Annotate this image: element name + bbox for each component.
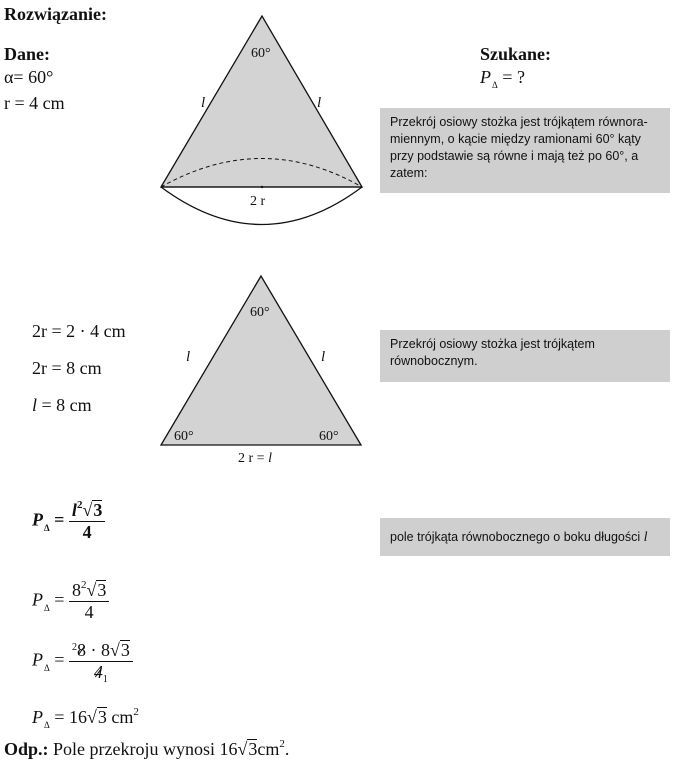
calc-step-3: $P_\Delta = 16√3$ $cm^2$ xyxy=(32,706,139,730)
triangle-side-right: l xyxy=(321,349,326,365)
step1-delta: Δ xyxy=(44,602,50,613)
step2-small-bottom: 1 xyxy=(102,674,108,685)
step1-eq: = xyxy=(54,589,65,610)
calc-step-2 xyxy=(32,640,133,683)
solution-heading: Rozwiązanie: xyxy=(4,4,107,24)
step2-p: P xyxy=(32,649,43,670)
wanted-rest: = ? xyxy=(497,67,525,87)
calc-line-3-rest: = 8 cm xyxy=(37,395,92,415)
answer-end: . xyxy=(284,739,290,759)
step2-small-top: 2 xyxy=(71,642,77,653)
step3-delta: Δ xyxy=(44,720,50,730)
step2-strike-num: 8 xyxy=(76,640,86,660)
formula-num-var: l xyxy=(71,500,77,520)
step3-unit-exp: 2 xyxy=(133,706,139,718)
note-equilateral: Przekrój osiowy stożka jest trójkątem równobocznym. xyxy=(380,330,670,382)
formula-fraction: $\frac{l^2√3}{4}$ xyxy=(69,500,105,543)
triangle-right-angle: 60° xyxy=(319,429,339,444)
formula-num-exp: 2 xyxy=(76,499,83,511)
step3-unit: cm xyxy=(106,707,134,727)
given-title: Dane: xyxy=(4,44,50,64)
step1-base: 8 xyxy=(71,580,81,600)
note-area-var: l xyxy=(643,530,648,545)
step1-fraction: $\frac{8^2√3}{4}$ xyxy=(69,580,109,623)
cone-diagram xyxy=(150,12,380,232)
wanted-delta: Δ xyxy=(492,80,498,90)
triangle-base-prefix: 2 r = xyxy=(238,451,269,466)
formula-eq: = xyxy=(54,509,65,530)
formula-num-rad: 3 xyxy=(93,500,103,520)
formula-den: 4 xyxy=(82,522,92,542)
step3-rad: 3 xyxy=(97,707,107,727)
triangle-apex-label: 60° xyxy=(250,305,270,320)
answer-unit: cm xyxy=(257,739,280,759)
cone-side-left: l xyxy=(201,95,206,111)
triangle-base-label xyxy=(238,451,272,466)
step2-dot: · 8 xyxy=(85,640,110,660)
triangle-shape xyxy=(161,276,361,445)
calc-line-3-var: l xyxy=(32,395,38,415)
step3-p: P xyxy=(32,707,43,727)
triangle-base-var: l xyxy=(268,451,272,466)
step1-exp: 2 xyxy=(80,579,87,591)
step1-p: P xyxy=(32,589,43,610)
step2-fraction: $\frac{^28 \cdot 8√3}{4_1}$ xyxy=(69,640,133,683)
step3-eq: = 16 xyxy=(54,707,87,727)
step2-strike-den: 4 xyxy=(93,662,103,682)
answer-unit-exp: 2 xyxy=(279,738,285,750)
given-alpha: α= 60° xyxy=(4,67,54,87)
triangle-side-left: l xyxy=(186,349,191,365)
cone-side-right: l xyxy=(317,95,322,111)
step1-den: 4 xyxy=(84,602,94,622)
triangle-left-angle: 60° xyxy=(174,429,194,444)
wanted-p: P xyxy=(480,67,491,87)
step2-delta: Δ xyxy=(44,662,50,673)
answer-rad: 3 xyxy=(248,739,258,759)
calc-line-1: 2r = 2 · 4 cm xyxy=(32,321,126,341)
answer-text: Pole przekroju wynosi 16 xyxy=(48,739,238,759)
formula-delta: Δ xyxy=(44,522,50,533)
note-area-formula xyxy=(380,518,670,556)
step2-eq: = xyxy=(54,649,65,670)
area-formula xyxy=(32,500,105,543)
note-cross-section: Przekrój osiowy stożka jest trójkątem równora- miennym, o kącie między ramionami 60° kąty przy podstawie są równe i mają też po 60°, a zatem: xyxy=(380,108,670,193)
cone-apex-label: 60° xyxy=(251,46,271,61)
calc-line-2: 2r = 8 cm xyxy=(32,358,102,378)
given-radius: r = 4 cm xyxy=(4,93,65,113)
formula-p: P xyxy=(32,509,43,530)
note-area-text: pole trójkąta równobocznego o boku długości xyxy=(390,530,644,544)
wanted-expression xyxy=(480,67,525,88)
answer-label: Odp.: xyxy=(4,739,49,759)
step1-rad: 3 xyxy=(97,580,107,600)
triangle-diagram xyxy=(150,272,380,467)
step2-rad: 3 xyxy=(120,640,130,660)
wanted-title: Szukane: xyxy=(480,44,552,64)
calc-step-1 xyxy=(32,580,109,623)
cone-base-label: 2 r xyxy=(250,194,266,209)
calc-line-3 xyxy=(32,395,92,416)
answer-line: Odp.: Pole przekroju wynosi $16√3cm^2$. xyxy=(4,738,290,759)
